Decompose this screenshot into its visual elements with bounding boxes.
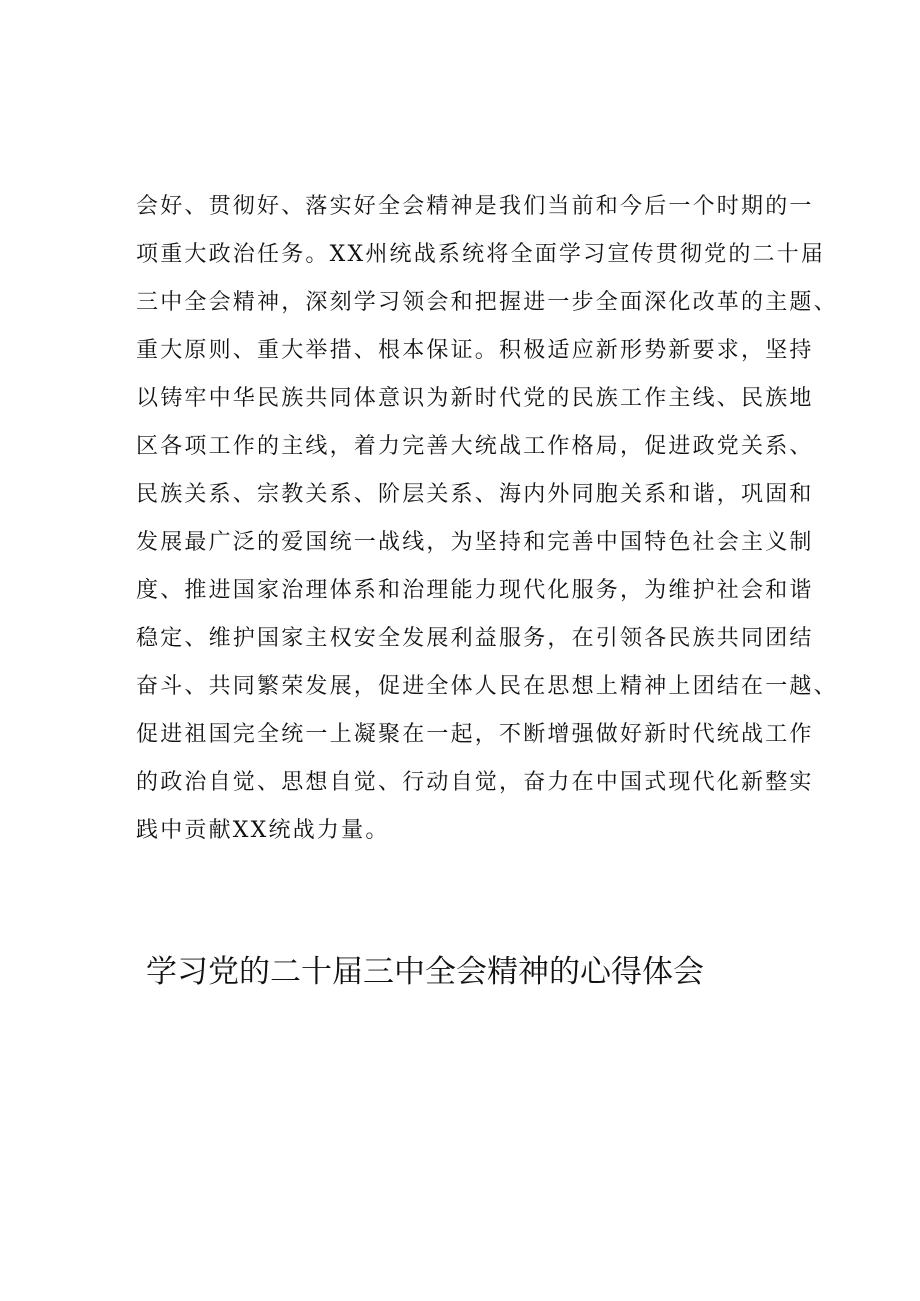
paragraph-line-1: 会好、贯彻好、落实好全会精神是我们当前和今后一个时期的一 <box>136 194 814 219</box>
paragraph-line-14: 践中贡献XX统战力量。 <box>136 818 390 843</box>
paragraph-line-3: 三中全会精神，深刻学习领会和把握进一步全面深化改革的主题、 <box>136 290 838 315</box>
paragraph-line-9: 度、推进国家治理体系和治理能力现代化服务，为维护社会和谐 <box>136 578 814 603</box>
paragraph-line-10: 稳定、维护国家主权安全发展利益服务，在引领各民族共同团结 <box>136 626 814 651</box>
paragraph-line-8: 发展最广泛的爱国统一战线，为坚持和完善中国特色社会主义制 <box>136 530 814 555</box>
paragraph-line-12: 促进祖国完全统一上凝聚在一起，不断增强做好新时代统战工作 <box>136 722 814 747</box>
paragraph-line-2: 项重大政治任务。XX州统战系统将全面学习宣传贯彻党的二十届 <box>136 242 826 267</box>
paragraph-line-4: 重大原则、重大举措、根本保证。积极适应新形势新要求，坚持 <box>136 338 814 363</box>
paragraph-line-13: 的政治自觉、思想自觉、行动自觉，奋力在中国式现代化新整实 <box>136 770 814 795</box>
paragraph-line-11: 奋斗、共同繁荣发展，促进全体人民在思想上精神上团结在一越、 <box>136 674 838 699</box>
section-heading: 学习党的二十届三中全会精神的心得体会 <box>146 954 704 990</box>
paragraph-line-5: 以铸牢中华民族共同体意识为新时代党的民族工作主线、民族地 <box>136 386 814 411</box>
paragraph-line-6: 区各项工作的主线，着力完善大统战工作格局，促进政党关系、 <box>136 434 814 459</box>
body-paragraph <box>136 183 838 855</box>
paragraph-line-7: 民族关系、宗教关系、阶层关系、海内外同胞关系和谐，巩固和 <box>136 482 814 507</box>
